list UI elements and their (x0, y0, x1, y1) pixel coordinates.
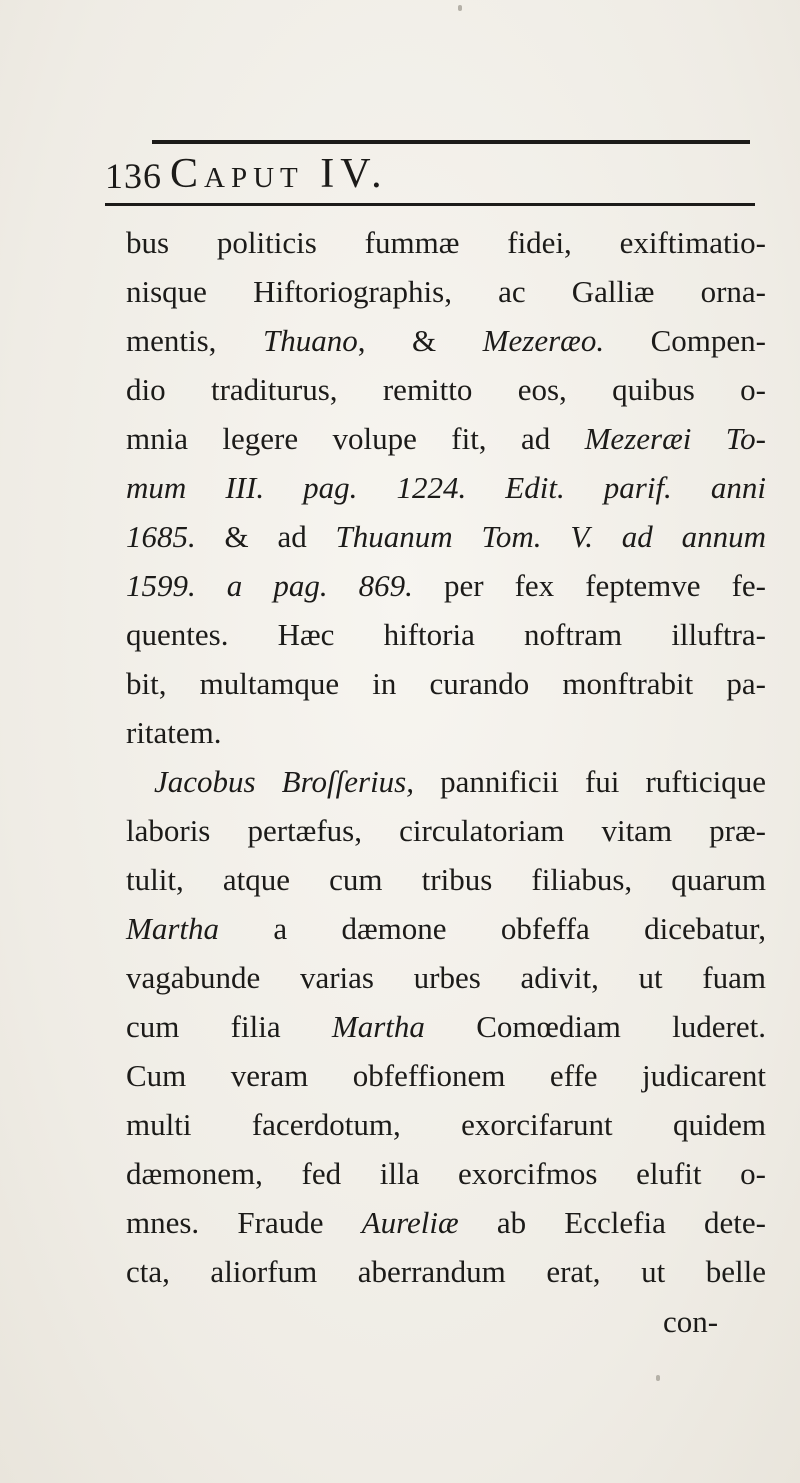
text-line (126, 855, 766, 904)
text-line (126, 1100, 766, 1149)
text-line (126, 708, 766, 757)
text-segment: bit, multamque in curando monftrabit pa- (126, 666, 766, 701)
text-segment: Comœdiam luderet. (424, 1009, 766, 1044)
text-line (126, 561, 766, 610)
text-segment: & ad (195, 519, 336, 554)
text-segment: cum filia (126, 1009, 332, 1044)
text-segment: bus politicis fummæ fidei, exiftimatio- (126, 225, 766, 260)
italic-segment: 1685. (126, 519, 196, 554)
text-segment: Cum veram obfeffionem effe judicarent (126, 1058, 766, 1093)
text-segment: nisque Hiftoriographis, ac Galliæ orna- (126, 274, 766, 309)
italic-segment: Aureliæ (361, 1205, 459, 1240)
italic-segment: Thuano (262, 323, 358, 358)
text-segment: mnes. Fraude (126, 1205, 362, 1240)
text-line (126, 1247, 766, 1296)
text-line (126, 1002, 766, 1051)
text-segment: per fex feptemve fe- (412, 568, 767, 603)
running-head: Caput IV. (170, 151, 388, 197)
text-segment: a dæmone obfeffa dicebatur, (219, 911, 766, 946)
text-segment: Compen- (604, 323, 766, 358)
text-line (126, 953, 766, 1002)
header-rule-bottom (105, 203, 755, 206)
text-line (126, 806, 766, 855)
text-segment: cta, aliorfum aberrandum erat, ut belle (126, 1254, 766, 1289)
text-segment: vagabunde varias urbes adivit, ut fuam (126, 960, 766, 995)
text-line (126, 1198, 766, 1247)
text-line (126, 659, 766, 708)
page-number: 136 (105, 156, 162, 196)
text-line (126, 414, 766, 463)
italic-segment: Mezeræi To- (584, 421, 766, 456)
paper-speck (458, 5, 462, 11)
italic-segment: Martha (331, 1009, 425, 1044)
text-line (126, 316, 766, 365)
text-line (126, 610, 766, 659)
text-segment: ab Ecclefia dete- (458, 1205, 766, 1240)
text-segment: mentis, (126, 323, 263, 358)
text-segment: multi facerdotum, exorcifarunt quidem (126, 1107, 766, 1142)
catchword: con- (663, 1304, 719, 1339)
header-rule-top (152, 140, 750, 144)
text-segment: ritatem. (126, 715, 222, 750)
italic-segment: Jacobus Broſſerius, (154, 764, 414, 799)
text-line (126, 365, 766, 414)
paper-speck (656, 1375, 660, 1381)
text-line (126, 463, 766, 512)
text-line (126, 757, 766, 806)
text-line (126, 1051, 766, 1100)
page-header (105, 150, 755, 200)
text-segment: quentes. Hæc hiftoria noftram illuftra- (126, 617, 766, 652)
italic-segment: 1599. a pag. 869. (126, 568, 413, 603)
text-segment: dio traditurus, remitto eos, quibus o- (126, 372, 766, 407)
text-line (126, 267, 766, 316)
text-segment: tulit, atque cum tribus filiabus, quarum (126, 862, 766, 897)
text-segment: mnia legere volupe fit, ad (126, 421, 585, 456)
italic-segment: mum III. pag. 1224. Edit. parif. anni (126, 470, 766, 505)
text-segment: dæmonem, fed illa exorcifmos elufit o- (126, 1156, 766, 1191)
text-line (126, 218, 766, 267)
text-line (126, 512, 766, 561)
italic-segment: Martha (126, 911, 219, 946)
text-segment: laboris pertæfus, circulatoriam vitam præ- (126, 813, 766, 848)
text-segment: pannificii fui rufticique (414, 764, 766, 799)
body-text (126, 218, 766, 1296)
text-segment: , & (357, 323, 483, 358)
italic-segment: Mezeræo. (482, 323, 605, 358)
text-line (126, 904, 766, 953)
text-line (126, 1149, 766, 1198)
italic-segment: Thuanum Tom. V. ad annum (335, 519, 766, 554)
